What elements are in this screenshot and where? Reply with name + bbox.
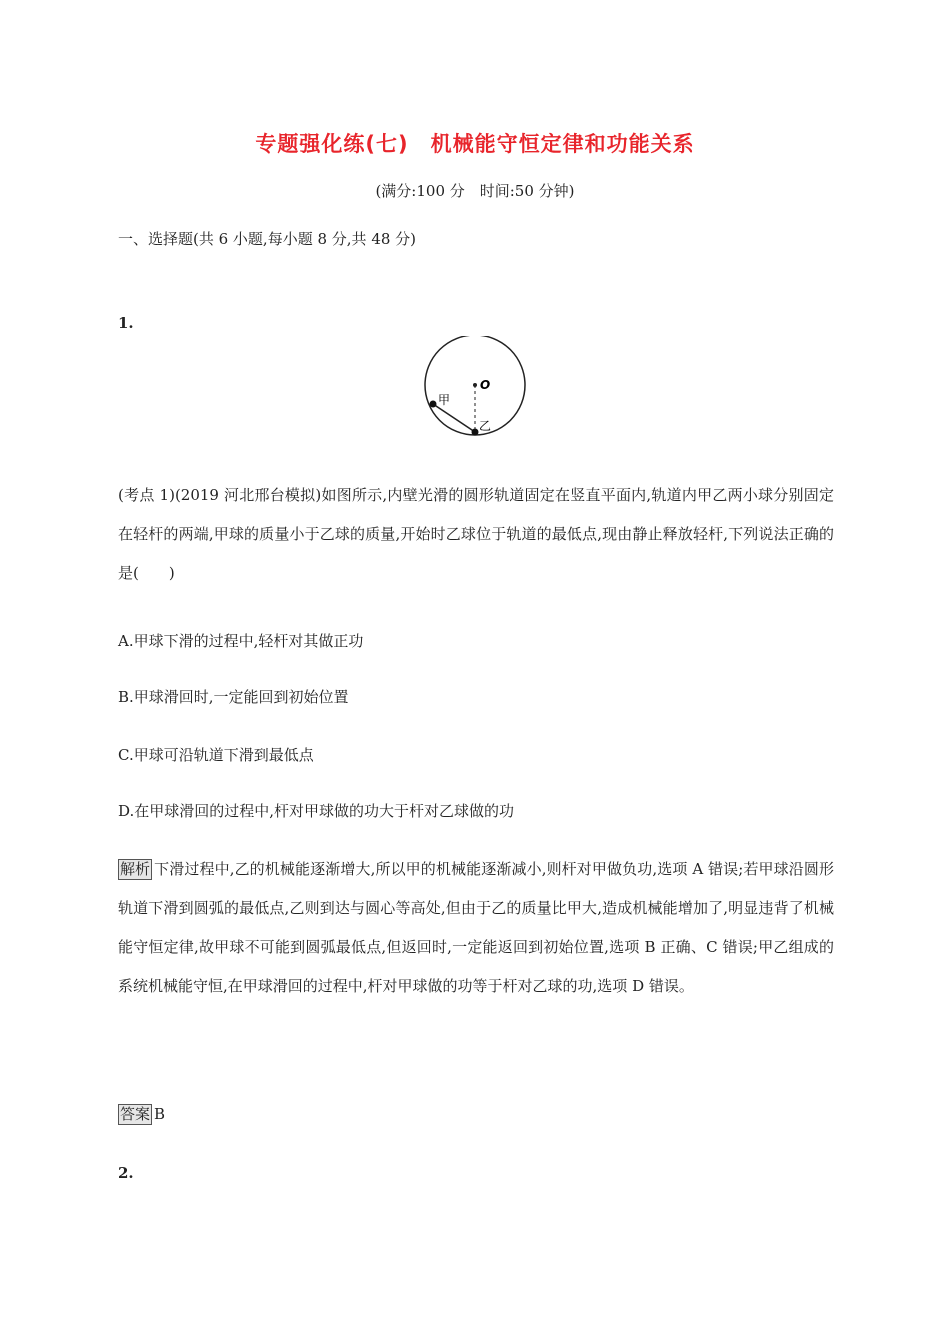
answer-value: B xyxy=(154,1105,166,1123)
question-1-figure xyxy=(416,336,536,450)
circular-track-diagram xyxy=(416,336,536,446)
label-o: O xyxy=(480,378,491,392)
analysis-text: 下滑过程中,乙的机械能逐渐增大,所以甲的机械能逐渐减小,则杆对甲做负功,选项 A 错误;若甲球沿圆形轨道下滑到圆弧的最低点,乙则到达与圆心等高处,但由于乙的质量比甲大,造成机械能增加了,明显违背了机械能守恒定律,故甲球不可能到圆弧最低点,但返回时,一定能返回到初始位置,选项 B 正确、C 错误;甲乙组成的系统机械能守恒,在甲球滑回的过程中,杆对甲球做的功等于杆对乙球的功,选项 D 错误。 xyxy=(118,860,834,995)
light-rod xyxy=(433,404,475,432)
question-2-number: 2. xyxy=(118,1164,134,1182)
option-d: D.在甲球滑回的过程中,杆对甲球做的功大于杆对乙球做的功 xyxy=(118,802,515,820)
question-1-answer xyxy=(118,1104,165,1125)
label-jia: 甲 xyxy=(438,393,451,407)
ball-jia xyxy=(430,401,437,408)
analysis-tag: 解析 xyxy=(120,860,151,878)
question-1-stem: (考点 1)(2019 河北邢台模拟)如图所示,内壁光滑的圆形轨道固定在竖直平面内,轨道内甲乙两小球分别固定在轻杆的两端,甲球的质量小于乙球的质量,开始时乙球位于轨道的最低点,现由静止释放轻杆,下列说法正确的是( ) xyxy=(118,486,834,582)
section-heading: 一、选择题(共 6 小题,每小题 8 分,共 48 分) xyxy=(118,230,417,248)
answer-tag: 答案 xyxy=(120,1105,151,1123)
option-c: C.甲球可沿轨道下滑到最低点 xyxy=(118,746,314,764)
page-title: 专题强化练(七) 机械能守恒定律和功能关系 xyxy=(255,132,695,156)
option-b: B.甲球滑回时,一定能回到初始位置 xyxy=(118,688,349,706)
question-1-analysis xyxy=(118,850,834,1006)
center-point xyxy=(473,383,477,387)
ball-yi xyxy=(472,429,479,436)
question-1-number: 1. xyxy=(118,314,134,332)
label-yi: 乙 xyxy=(479,419,492,433)
score-time-info: (满分:100 分 时间:50 分钟) xyxy=(375,182,575,200)
option-a: A.甲球下滑的过程中,轻杆对其做正功 xyxy=(118,632,364,650)
